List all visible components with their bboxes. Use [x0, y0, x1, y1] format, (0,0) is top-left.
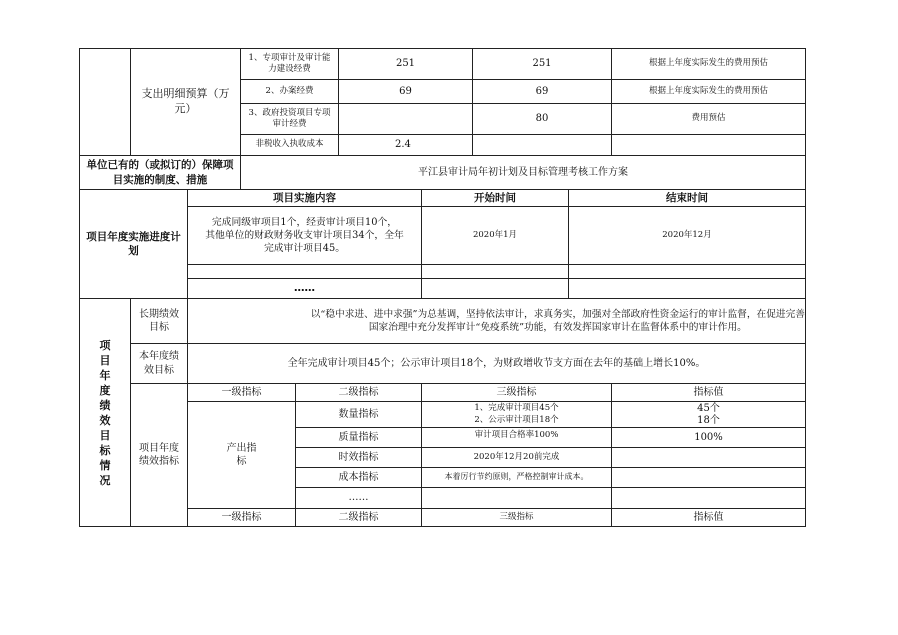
expenditure-item-3: 3、政府投资项目专项审计经费 — [248, 107, 331, 129]
performance-section-label-cell — [80, 299, 130, 526]
footer-level2: 二级指标 — [338, 511, 379, 523]
row-timeliness-level3: 2020年12月20前完成 — [473, 451, 560, 462]
long-term-text: 以“稳中求进、进中求强”为总基调，坚持依法审计，求真务实，加强对全部政府性资金运行的审计监督，在促进完善 国家治理中充分发挥审计“免疫系统”功能，有效发挥国家审计在监督体系中的审计作用。 — [310, 308, 805, 333]
row-cost-level3: 本着厉行节约原则，严格控制审计成本。 — [444, 472, 589, 482]
expenditure-item-4: 非税收入执收成本 — [255, 139, 324, 150]
expenditure-label: 支出明细预算（万元） — [141, 87, 230, 115]
safeguard-label: 单位已有的（或拟订的）保障项目实施的制度、措施 — [86, 159, 234, 186]
expenditure-value-1b: 251 — [532, 58, 552, 70]
expenditure-item-2: 2、办案经费 — [265, 85, 314, 96]
safeguard-value: 平江县审计局年初计划及目标管理考核工作方案 — [418, 166, 628, 178]
schedule-end: 2020年12月 — [662, 229, 712, 240]
schedule-header-start: 开始时间 — [474, 191, 516, 204]
header-value: 指标值 — [693, 386, 724, 398]
schedule-label: 项目年度实施进度计划 — [86, 230, 181, 257]
schedule-header-content: 项目实施内容 — [273, 191, 336, 204]
header-level1: 一级指标 — [221, 386, 262, 398]
expenditure-value-3b: 80 — [535, 113, 549, 125]
expenditure-note-4 — [612, 135, 805, 155]
header-level3: 三级指标 — [496, 386, 537, 398]
row-quantity-level3: 1、完成审计项目45个 2、公示审计项目18个 — [474, 403, 559, 425]
row-quantity-level2: 数量指标 — [338, 408, 379, 420]
schedule-header-end: 结束时间 — [666, 191, 708, 204]
expenditure-value-2a: 69 — [399, 85, 412, 97]
row-more-value — [612, 488, 805, 508]
long-term-label: 长期绩效目标 — [139, 308, 179, 333]
performance-section-label: 项目年度绩效目标情况 — [99, 338, 111, 487]
expenditure-value-4a: 2.4 — [395, 139, 411, 151]
expenditure-note-1: 根据上年度实际发生的费用预估 — [648, 58, 768, 69]
output-indicator-label: 产出指标 — [226, 442, 257, 467]
header-level2: 二级指标 — [338, 386, 379, 398]
schedule-content: 完成同级审项目1个，经责审计项目10个， 其他单位的财政财务收支审计项目34个，全年 完成审计项目45。 — [205, 216, 404, 255]
expenditure-value-4b — [473, 135, 611, 155]
row-more-level2: …… — [348, 492, 369, 504]
footer-level1: 一级指标 — [221, 511, 262, 523]
row-quality-level2: 质量指标 — [338, 431, 379, 443]
expenditure-value-2b: 69 — [535, 85, 549, 97]
row-quantity-value: 45个 18个 — [697, 403, 720, 426]
row-cost-level2: 成本指标 — [338, 471, 379, 483]
row-timeliness-value — [612, 448, 805, 467]
row-quality-value: 100% — [694, 431, 723, 443]
row-timeliness-level2: 时效指标 — [338, 451, 379, 463]
annual-goal-label: 本年度绩效目标 — [139, 351, 179, 376]
row-more-level3 — [422, 488, 611, 508]
expenditure-item-1: 1、专项审计及审计能力建设经费 — [248, 52, 331, 74]
expenditure-value-3a — [339, 104, 472, 134]
expenditure-note-3: 费用预估 — [691, 113, 726, 124]
row-quality-level3: 审计项目合格率100% — [474, 430, 559, 440]
annual-goal-text: 全年完成审计项目45个；公示审计项目18个，为财政增收节支方面在去年的基础上增长10%。 — [287, 357, 706, 369]
indicator-label: 项目年度绩效指标 — [139, 442, 179, 467]
row-cost-value — [612, 468, 805, 487]
footer-level3: 三级指标 — [499, 511, 534, 522]
expenditure-note-2: 根据上年度实际发生的费用预估 — [648, 85, 768, 96]
schedule-ellipsis: …… — [294, 282, 315, 295]
expenditure-value-1a: 251 — [395, 58, 416, 70]
footer-value: 指标值 — [693, 511, 724, 523]
schedule-start: 2020年1月 — [472, 229, 518, 240]
